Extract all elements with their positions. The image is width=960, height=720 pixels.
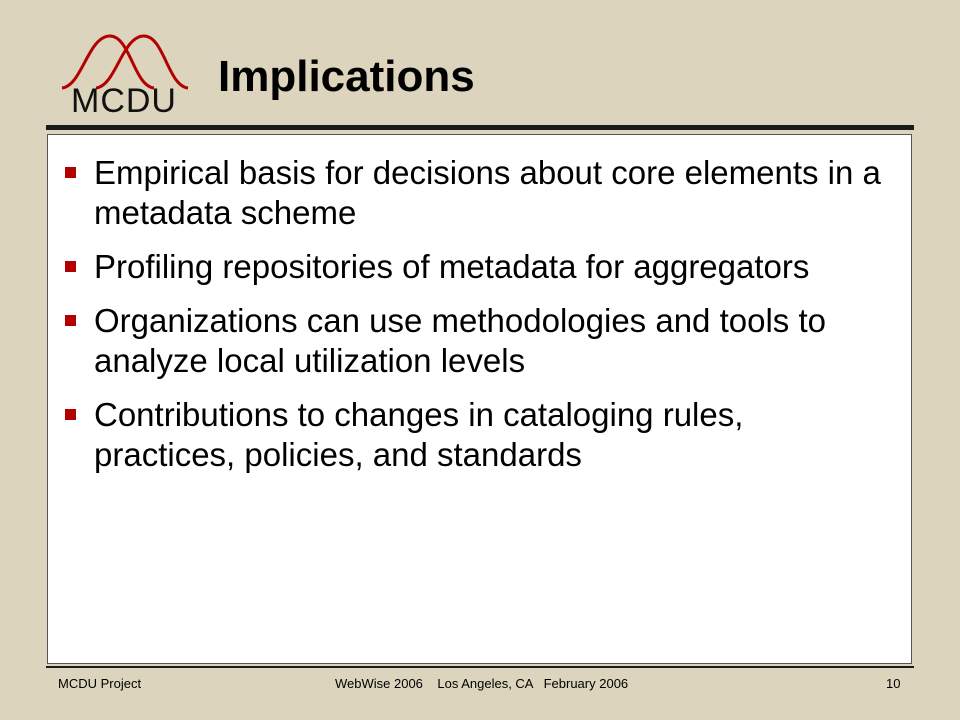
bullet-square-icon: [65, 167, 76, 178]
bullet-text: Organizations can use methodologies and tools to analyze local utilization levels: [94, 302, 826, 379]
footer-page-number: 10: [886, 676, 901, 691]
slide-title: Implications: [218, 52, 475, 101]
bullet-item: [48, 153, 911, 233]
title-divider: [46, 125, 914, 130]
bullet-square-icon: [65, 261, 76, 272]
bullet-text: Profiling repositories of metadata for aggregators: [94, 248, 810, 285]
bullet-text: Contributions to changes in cataloging rules, practices, policies, and standards: [94, 396, 744, 473]
logo-text: MCDU: [71, 82, 177, 120]
bullet-item: [48, 395, 911, 475]
bullet-square-icon: [65, 315, 76, 326]
footer-project: MCDU Project: [58, 676, 142, 691]
bullet-list: [48, 153, 911, 489]
content-box: [47, 134, 912, 664]
mcdu-logo: [60, 28, 190, 120]
bullet-square-icon: [65, 409, 76, 420]
bullet-item: [48, 301, 911, 381]
footer-event: WebWise 2006 Los Angeles, CA February 2006: [335, 676, 629, 691]
footer-divider: [46, 666, 914, 668]
bullet-text: Empirical basis for decisions about core elements in a metadata scheme: [94, 154, 881, 231]
bullet-item: [48, 247, 911, 287]
